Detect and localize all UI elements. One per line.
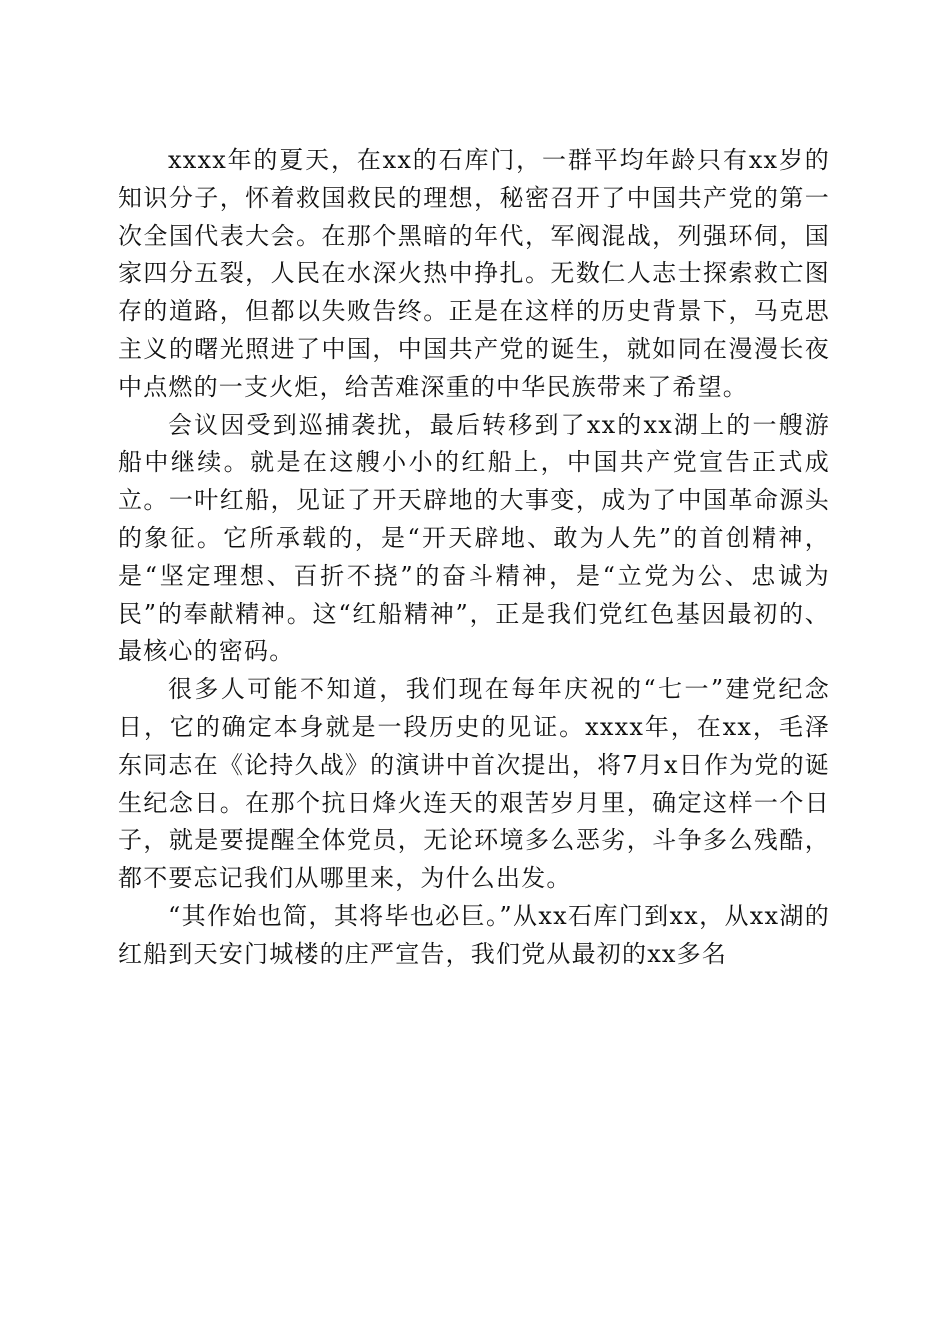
paragraph-4: “其作始也简，其将毕也必巨。”从xx石库门到xx，从xx湖的红船到天安门城楼的庄严宣告，我们党从最初的xx多名 — [118, 901, 830, 968]
paragraph-1: xxxx年的夏天，在xx的石库门，一群平均年龄只有xx岁的知识分子，怀着救国救民的理想，秘密召开了中国共产党的第一次全国代表大会。在那个黑暗的年代，军阀混战，列强环伺，国家四分五裂，人民在水深火热中挣扎。无数仁人志士探索救亡图存的道路，但都以失败告终。正是在这样的历史背景下，马克思主义的曙光照进了中国，中国共产党的诞生，就如同在漫漫长夜中点燃的一支火炬，给苦难深重的中华民族带来了希望。 — [118, 146, 830, 401]
paragraph-3: 很多人可能不知道，我们现在每年庆祝的“七一”建党纪念日，它的确定本身就是一段历史的见证。xxxx年，在xx，毛泽东同志在《论持久战》的演讲中首次提出，将7月x日作为党的诞生纪念日。在那个抗日烽火连天的艰苦岁月里，确定这样一个日子，就是要提醒全体党员，无论环境多么恶劣，斗争多么残酷，都不要忘记我们从哪里来，为什么出发。 — [118, 675, 830, 893]
body-text — [118, 142, 830, 974]
paragraph-2: 会议因受到巡捕袭扰，最后转移到了xx的xx湖上的一艘游船中继续。就是在这艘小小的红船上，中国共产党宣告正式成立。一叶红船，见证了开天辟地的大事变，成为了中国革命源头的象征。它所承载的，是“开天辟地、敢为人先”的首创精神，是“坚定理想、百折不挠”的奋斗精神，是“立党为公、忠诚为民”的奉献精神。这“红船精神”，正是我们党红色基因最初的、最核心的密码。 — [118, 410, 830, 666]
